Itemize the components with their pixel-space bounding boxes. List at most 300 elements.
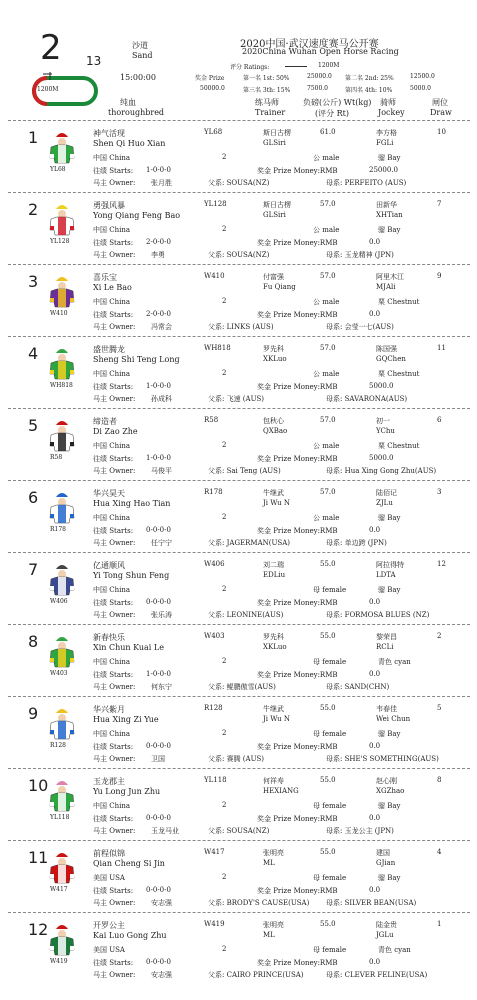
draw: 5 — [437, 704, 442, 712]
sire: 父系: LEONINE(AUS) — [208, 611, 284, 619]
trainer-cn: 罗先科 — [263, 633, 284, 641]
owner-name: 安志强 — [151, 899, 172, 907]
horse-code: R128 — [50, 742, 66, 749]
dam: 母系: SILVER BEAN(USA) — [326, 899, 417, 907]
owner-label: 马主 Owner: — [93, 683, 136, 691]
horse-number: 5 — [28, 416, 39, 435]
dam: 母系: 玉龙公主 (JPN) — [326, 827, 394, 835]
rating-line — [285, 66, 307, 67]
entry-divider — [8, 696, 470, 697]
prize-money-label: 奖金 Prize Money:RMB — [257, 815, 338, 823]
weight: 57.0 — [320, 200, 336, 208]
col-draw-en: Draw — [430, 108, 452, 117]
horse-name-cn: 华兴昊天 — [93, 489, 125, 498]
horse-age: 2 — [222, 729, 227, 737]
horse-entry — [0, 916, 477, 988]
prize-money-value: 0.0 — [369, 742, 381, 750]
horse-code: W406 — [50, 598, 68, 605]
horse-country: 中国 China — [93, 658, 131, 666]
horse-number: 2 — [28, 200, 39, 219]
draw: 1 — [437, 920, 442, 928]
entry-divider — [8, 552, 470, 553]
horse-code: YL118 — [50, 814, 70, 821]
trainer-en: EDLiu — [263, 571, 286, 579]
owner-name: 李勇 — [151, 251, 165, 259]
starts-value: 0-0-0-0 — [146, 526, 171, 534]
starts-value: 1-0-0-0 — [146, 382, 171, 390]
owner-name: 孙成科 — [151, 395, 172, 403]
owner-label: 马主 Owner: — [93, 251, 136, 259]
jockey-en: GQChen — [376, 355, 406, 363]
owner-label: 马主 Owner: — [93, 899, 136, 907]
horse-name-cn: 新春快乐 — [93, 633, 125, 642]
jockey-silk-icon — [48, 274, 76, 308]
jockey-en: XHTian — [376, 211, 403, 219]
entry-divider — [8, 912, 470, 913]
prize-money-label: 奖金 Prize Money:RMB — [257, 455, 338, 463]
owner-name: 冯常会 — [151, 323, 172, 331]
owner-name: 张月胜 — [151, 179, 172, 187]
horse-country: 中国 China — [93, 514, 131, 522]
horse-age: 2 — [222, 873, 227, 881]
horse-name-en: Yi Tong Shun Feng — [93, 571, 170, 580]
prize-money-value: 0.0 — [369, 814, 381, 822]
draw: 9 — [437, 272, 442, 280]
prize-money-value: 0.0 — [369, 526, 381, 534]
horse-sex: 公 male — [313, 298, 340, 306]
dam: 母系: FORMOSA BLUES (NZ) — [326, 611, 430, 619]
horse-name-cn: 华兴紫月 — [93, 705, 125, 714]
horse-name-cn: 盛世腾龙 — [93, 345, 125, 354]
race-title-en: 2020China Wuhan Open Horse Racing — [242, 47, 399, 56]
horse-age: 2 — [222, 657, 227, 665]
horse-entry — [0, 844, 477, 916]
sire: 父系: CAIRO PRINCE(USA) — [208, 971, 304, 979]
race-title-cn: 2020中国·武汉速度赛马公开赛 — [240, 39, 379, 50]
horse-name-en: Xi Le Bao — [93, 283, 132, 292]
draw: 8 — [437, 776, 442, 784]
sire: 父系: 鲲鹏傲雪(AUS) — [208, 683, 276, 691]
horse-name-en: Shen Qi Huo Xian — [93, 139, 166, 148]
header-divider — [8, 120, 470, 121]
race-time: 15:00:00 — [120, 73, 156, 82]
prize-money-label: 奖金 Prize Money:RMB — [257, 167, 338, 175]
starts-label: 往绩 Starts: — [93, 743, 134, 751]
jockey-cn: 黎荣昌 — [376, 633, 397, 641]
horse-age: 2 — [222, 441, 227, 449]
col-jockey-en: Jockey — [378, 108, 405, 117]
horse-entry — [0, 340, 477, 412]
horse-color: 青色 cyan — [378, 658, 411, 666]
horse-name-en: Di Zao Zhe — [93, 427, 138, 436]
owner-label: 马主 Owner: — [93, 179, 136, 187]
horse-color: 骝 Bay — [378, 802, 401, 810]
jockey-silk-icon — [48, 778, 76, 812]
breed-cn: 纯血 — [120, 98, 136, 107]
trainer-en: XKLuo — [263, 643, 287, 651]
starts-label: 往绩 Starts: — [93, 959, 134, 967]
trainer-cn: 牛继武 — [263, 489, 284, 497]
entry-divider — [8, 624, 470, 625]
surface-cn: 沙道 — [132, 41, 148, 50]
horse-country: 美国 USA — [93, 946, 125, 954]
horse-entry — [0, 772, 477, 844]
prize-label: 奖金 Prize — [195, 75, 225, 82]
trainer-cn: 罗先科 — [263, 345, 284, 353]
horse-country: 中国 China — [93, 586, 131, 594]
horse-code: W410 — [50, 310, 68, 317]
horse-color: 骝 Bay — [378, 154, 401, 162]
jockey-cn: 建国 — [376, 849, 390, 857]
owner-name: 马俊平 — [151, 467, 172, 475]
owner-name: 玉龙马业 — [151, 827, 179, 835]
prize-money-label: 奖金 Prize Money:RMB — [257, 599, 338, 607]
horse-number: 1 — [28, 128, 39, 147]
starts-label: 往绩 Starts: — [93, 239, 134, 247]
prize-money-label: 奖金 Prize Money:RMB — [257, 671, 338, 679]
jockey-en: ZJLu — [376, 499, 393, 507]
owner-label: 马主 Owner: — [93, 539, 136, 547]
weight: 55.0 — [320, 560, 336, 568]
owner-name: 何东宁 — [151, 683, 172, 691]
weight: 57.0 — [320, 344, 336, 352]
entry-divider — [8, 480, 470, 481]
draw: 3 — [437, 488, 442, 496]
jockey-cn: 阿里木江 — [376, 273, 404, 281]
trainer-cn: 张明亮 — [263, 921, 284, 929]
jockey-cn: 阿拉得特 — [376, 561, 404, 569]
prize-money-value: 25000.0 — [369, 166, 398, 174]
jockey-cn: 初一 — [376, 417, 390, 425]
horse-color: 栗 Chestnut — [378, 298, 420, 306]
sire: 父系: 赛腾 (AUS) — [208, 755, 265, 763]
owner-label: 马主 Owner: — [93, 467, 136, 475]
dam: 母系: 单边跨 (JPN) — [326, 539, 387, 547]
prize-1st: 第一名 1st: 50% — [243, 75, 290, 82]
prize-money-value: 0.0 — [369, 310, 381, 318]
starts-value: 0-0-0-0 — [146, 958, 171, 966]
owner-name: 安志强 — [151, 971, 172, 979]
race-number: 2 — [40, 28, 62, 68]
dam: 母系: Hua Xing Gong Zhu(AUS) — [326, 467, 437, 475]
jockey-cn: 韦春佳 — [376, 705, 397, 713]
horse-sex: 母 female — [313, 586, 347, 594]
runners-count: 13 — [86, 54, 102, 68]
sire: 父系: SOUSA(NZ) — [208, 827, 270, 835]
starts-value: 0-0-0-0 — [146, 742, 171, 750]
draw: 11 — [437, 344, 446, 352]
jockey-cn: 陈国强 — [376, 345, 397, 353]
prize-money-value: 0.0 — [369, 670, 381, 678]
breed-en: thoroughbred — [108, 108, 165, 117]
prize-money-label: 奖金 Prize Money:RMB — [257, 959, 338, 967]
trainer-en: Ji Wu N — [263, 715, 291, 723]
horse-number: 3 — [28, 272, 39, 291]
trainer-cn: 斯日古楞 — [263, 129, 291, 137]
horse-entry — [0, 268, 477, 340]
dam: 母系: 玉龙精神 (JPN) — [326, 251, 394, 259]
sire: 父系: BRODY'S CAUSE(USA) — [208, 899, 310, 907]
prize-money-label: 奖金 Prize Money:RMB — [257, 743, 338, 751]
jockey-silk-icon — [48, 418, 76, 452]
horse-name-en: Xin Chun Kuai Le — [93, 643, 164, 652]
weight: 55.0 — [320, 920, 336, 928]
prize-money-value: 5000.0 — [369, 382, 394, 390]
starts-label: 往绩 Starts: — [93, 671, 134, 679]
horse-name-cn: 前程似锦 — [93, 849, 125, 858]
owner-name: 任宁宁 — [151, 539, 172, 547]
starts-value: 0-0-0-0 — [146, 814, 171, 822]
horse-name-cn: 神气活现 — [93, 129, 125, 138]
horse-code: W419 — [50, 958, 68, 965]
jockey-silk-icon — [48, 634, 76, 668]
starts-label: 往绩 Starts: — [93, 311, 134, 319]
draw: 4 — [437, 848, 442, 856]
jockey-cn: 陆佰记 — [376, 489, 397, 497]
horse-code-col: YL128 — [204, 200, 227, 208]
horse-sex: 母 female — [313, 730, 347, 738]
horse-code: WH818 — [50, 382, 73, 389]
horse-entry — [0, 556, 477, 628]
starts-label: 往绩 Starts: — [93, 527, 134, 535]
prize-total: 50000.0 — [200, 85, 225, 92]
owner-label: 马主 Owner: — [93, 395, 136, 403]
horse-code-col: WH818 — [204, 344, 231, 352]
track-label: 1200M — [37, 86, 59, 93]
col-jockey-cn: 骑师 — [380, 98, 396, 107]
horse-color: 青色 cyan — [378, 946, 411, 954]
dam: 母系: CLEVER FELINE(USA) — [326, 971, 428, 979]
jockey-silk-icon — [48, 202, 76, 236]
starts-label: 往绩 Starts: — [93, 455, 134, 463]
horse-code: R58 — [50, 454, 63, 461]
horse-name-en: Sheng Shi Teng Long — [93, 355, 180, 364]
weight: 57.0 — [320, 488, 336, 496]
jockey-silk-icon — [48, 706, 76, 740]
jockey-en: Wei Chun — [376, 715, 411, 723]
trainer-cn: 牛继武 — [263, 705, 284, 713]
trainer-cn: 包秋心 — [263, 417, 284, 425]
prize-money-label: 奖金 Prize Money:RMB — [257, 311, 338, 319]
starts-label: 往绩 Starts: — [93, 815, 134, 823]
owner-name: 卫国 — [151, 755, 165, 763]
horse-sex: 公 male — [313, 442, 340, 450]
owner-label: 马主 Owner: — [93, 971, 136, 979]
jockey-silk-icon — [48, 562, 76, 596]
horse-code: W403 — [50, 670, 68, 677]
horse-entry — [0, 628, 477, 700]
horse-name-cn: 喜乐宝 — [93, 273, 117, 282]
owner-label: 马主 Owner: — [93, 755, 136, 763]
horse-age: 2 — [222, 513, 227, 521]
horse-country: 中国 China — [93, 730, 131, 738]
horse-age: 2 — [222, 585, 227, 593]
horse-number: 6 — [28, 488, 39, 507]
weight: 55.0 — [320, 848, 336, 856]
horse-age: 2 — [222, 153, 227, 161]
horse-number: 8 — [28, 632, 39, 651]
horse-sex: 公 male — [313, 370, 340, 378]
trainer-en: ML — [263, 931, 275, 939]
sire: 父系: JAGERMAN(USA) — [208, 539, 290, 547]
col-weight-cn: 负磅(公斤) Wt(kg) — [303, 98, 372, 107]
entry-divider — [8, 408, 470, 409]
horse-country: 美国 USA — [93, 874, 125, 882]
jockey-cn: 田新华 — [376, 201, 397, 209]
trainer-cn: 张明亮 — [263, 849, 284, 857]
starts-label: 往绩 Starts: — [93, 599, 134, 607]
dam: 母系: SAND(CHN) — [326, 683, 390, 691]
starts-label: 往绩 Starts: — [93, 167, 134, 175]
horse-code-col: W417 — [204, 848, 225, 856]
sire: 父系: SOUSA(NZ) — [208, 179, 270, 187]
horse-entry — [0, 124, 477, 196]
draw: 12 — [437, 560, 446, 568]
horse-country: 中国 China — [93, 802, 131, 810]
prize-3rd-value: 7500.0 — [307, 85, 328, 92]
starts-label: 往绩 Starts: — [93, 887, 134, 895]
sire: 父系: LINKS (AUS) — [208, 323, 274, 331]
col-draw-cn: 闸位 — [432, 98, 448, 107]
horse-code: W417 — [50, 886, 68, 893]
horse-code: R178 — [50, 526, 66, 533]
prize-money-label: 奖金 Prize Money:RMB — [257, 239, 338, 247]
horse-country: 中国 China — [93, 226, 131, 234]
horse-color: 骝 Bay — [378, 226, 401, 234]
owner-label: 马主 Owner: — [93, 611, 136, 619]
jockey-en: RCLi — [376, 643, 394, 651]
entry-divider — [8, 192, 470, 193]
horse-country: 中国 China — [93, 442, 131, 450]
horse-name-cn: 缔造者 — [93, 417, 117, 426]
horse-age: 2 — [222, 801, 227, 809]
horse-color: 骝 Bay — [378, 874, 401, 882]
distance: 1200M — [318, 62, 340, 69]
weight: 55.0 — [320, 704, 336, 712]
horse-entry — [0, 700, 477, 772]
entry-divider — [8, 768, 470, 769]
jockey-silk-icon — [48, 922, 76, 956]
surface-en: Sand — [132, 51, 153, 60]
horse-sex: 母 female — [313, 946, 347, 954]
trainer-cn: 何祥寿 — [263, 777, 284, 785]
horse-code-col: YL118 — [204, 776, 227, 784]
horse-country: 中国 China — [93, 298, 131, 306]
entry-divider — [8, 264, 470, 265]
col-trainer-cn: 练马师 — [255, 98, 279, 107]
prize-2nd: 第二名 2nd: 25% — [345, 75, 394, 82]
draw: 2 — [437, 632, 442, 640]
horse-color: 栗 Chestnut — [378, 370, 420, 378]
jockey-cn: 陆金贵 — [376, 921, 397, 929]
horse-name-en: Kai Luo Gong Zhu — [93, 931, 167, 940]
prize-money-label: 奖金 Prize Money:RMB — [257, 887, 338, 895]
horse-name-en: Qian Cheng Si Jin — [93, 859, 165, 868]
prize-3rd: 第三名 3th: 15% — [243, 87, 291, 94]
jockey-silk-icon — [48, 850, 76, 884]
starts-value: 1-0-0-0 — [146, 670, 171, 678]
starts-value: 2-0-0-0 — [146, 238, 171, 246]
dam: 母系: 会莹一七(AUS) — [326, 323, 394, 331]
horse-sex: 母 female — [313, 802, 347, 810]
horse-code-col: W403 — [204, 632, 225, 640]
prize-4th-value: 5000.0 — [410, 85, 431, 92]
horse-number: 10 — [28, 776, 49, 795]
sire: 父系: SOUSA(NZ) — [208, 251, 270, 259]
horse-sex: 公 male — [313, 226, 340, 234]
starts-value: 0-0-0-0 — [146, 598, 171, 606]
horse-sex: 母 female — [313, 874, 347, 882]
horse-sex: 母 female — [313, 658, 347, 666]
horse-code-col: R128 — [204, 704, 223, 712]
prize-money-value: 0.0 — [369, 958, 381, 966]
starts-value: 1-0-0-0 — [146, 166, 171, 174]
horse-age: 2 — [222, 297, 227, 305]
horse-number: 11 — [28, 848, 49, 867]
entry-divider — [8, 336, 470, 337]
jockey-cn: 李方格 — [376, 129, 397, 137]
prize-2nd-value: 12500.0 — [410, 73, 435, 80]
horse-name-en: Hua Xing Hao Tian — [93, 499, 171, 508]
trainer-en: XKLuo — [263, 355, 287, 363]
jockey-en: GJian — [376, 859, 396, 867]
col-trainer-en: Trainer — [255, 108, 286, 117]
horse-name-en: Yong Qiang Feng Bao — [93, 211, 181, 220]
starts-value: 2-0-0-0 — [146, 310, 171, 318]
horse-country: 中国 China — [93, 370, 131, 378]
horse-number: 12 — [28, 920, 49, 939]
owner-label: 马主 Owner: — [93, 323, 136, 331]
dam: 母系: PERFEITO (AUS) — [326, 179, 407, 187]
horse-age: 2 — [222, 369, 227, 377]
horse-code-col: W406 — [204, 560, 225, 568]
horse-name-en: Yu Long Jun Zhu — [93, 787, 161, 796]
prize-money-label: 奖金 Prize Money:RMB — [257, 383, 338, 391]
weight: 55.0 — [320, 632, 336, 640]
weight: 57.0 — [320, 416, 336, 424]
horse-number: 9 — [28, 704, 39, 723]
horse-code: YL68 — [50, 166, 66, 173]
horse-color: 栗 Chestnut — [378, 442, 420, 450]
jockey-cn: 赵心刚 — [376, 777, 397, 785]
trainer-cn: 刘二瑞 — [263, 561, 284, 569]
trainer-en: ML — [263, 859, 275, 867]
horse-sex: 公 male — [313, 154, 340, 162]
horse-code: YL128 — [50, 238, 70, 245]
prize-money-value: 0.0 — [369, 598, 381, 606]
owner-label: 马主 Owner: — [93, 827, 136, 835]
prize-money-value: 5000.0 — [369, 454, 394, 462]
horse-color: 骝 Bay — [378, 514, 401, 522]
weight: 57.0 — [320, 272, 336, 280]
rating-label: 评分 Ratings: — [230, 64, 270, 71]
trainer-cn: 斯日古楞 — [263, 201, 291, 209]
sire: 父系: 飞速 (AUS) — [208, 395, 265, 403]
jockey-silk-icon — [48, 130, 76, 164]
jockey-en: XGZhao — [376, 787, 405, 795]
trainer-cn: 付富强 — [263, 273, 284, 281]
prize-money-value: 0.0 — [369, 238, 381, 246]
col-weight-en: (评分 Rt) — [315, 109, 350, 118]
horse-number: 4 — [28, 344, 39, 363]
trainer-en: Ji Wu N — [263, 499, 291, 507]
dam: 母系: SHE'S SOMETHING(AUS) — [326, 755, 439, 763]
jockey-silk-icon — [48, 490, 76, 524]
horse-code-col: R58 — [204, 416, 219, 424]
horse-color: 骝 Bay — [378, 730, 401, 738]
starts-label: 往绩 Starts: — [93, 383, 134, 391]
horse-code-col: W410 — [204, 272, 225, 280]
